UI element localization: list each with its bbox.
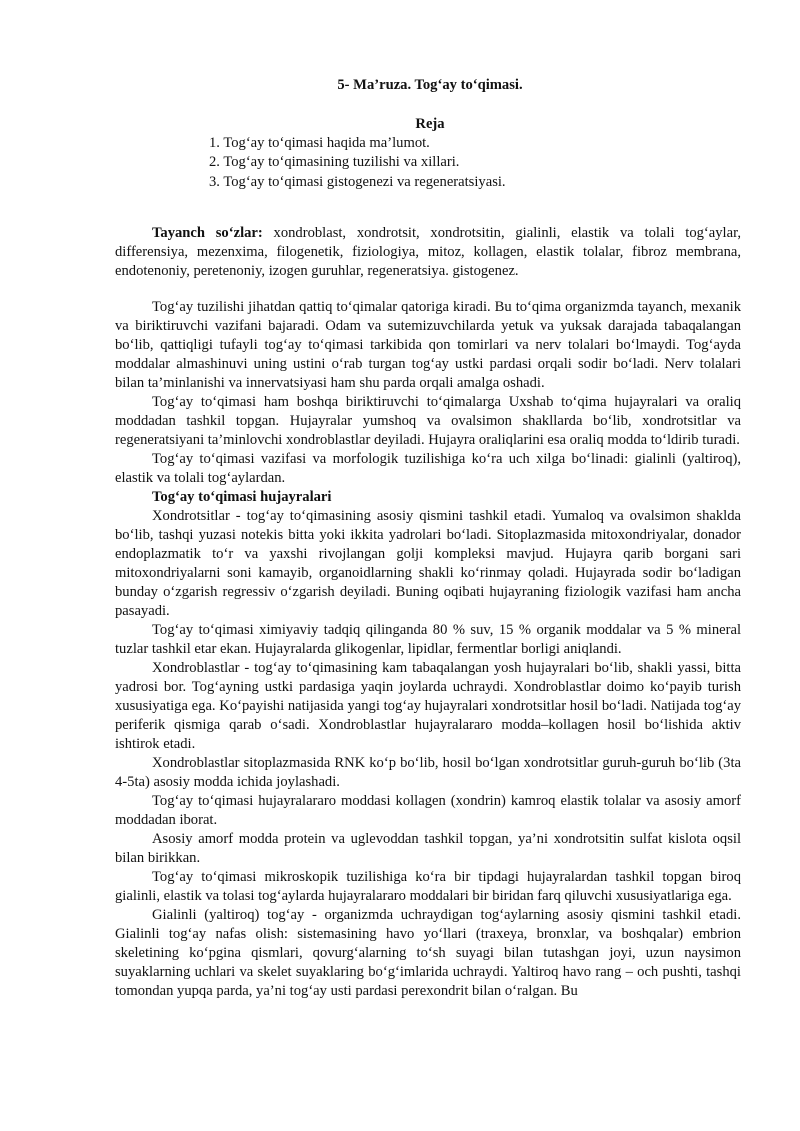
body-paragraph: Tog‘ay to‘qimasi hujayralararo moddasi kollagen (xondrin) kamroq elastik tolalar va asosiy amorf moddadan iborat.: [115, 793, 741, 828]
body-paragraph: Tog‘ay to‘qimasi vazifasi va morfologik tuzilishiga ko‘ra uch xilga bo‘linadi: gialinli (yaltiroq), elastik va tolali tog‘aylardan.: [115, 451, 741, 486]
plan-list: [209, 134, 506, 192]
body-paragraph: Tog‘ay to‘qimasi ham boshqa biriktiruvchi to‘qimalarga Uxshab to‘qima hujayralari va oraliq moddadan tashkil topgan. Hujayralar yumshoq va ovalsimon shakllarda bo‘lib, xondrotsitlar va regeneratsiyani ta’minlovchi xondroblastlar deyiladi. Hujayra oraliqlarini esa oraliq modda to‘ldirib turadi.: [115, 394, 741, 448]
keywords-list: xondroblast, xondrotsit, xondrotsitin, gialinli, elastik va tolali tog‘aylar, differensiya, mezenxima, filogenetik, fiziologiya, mitoz, kollagen, elastik tolalar, fibroz membrana, endotenoniy, peretenoniy, izogen guruhlar, regeneratsiya. gistogenez.: [115, 225, 741, 279]
lecture-body: [115, 224, 741, 1001]
body-paragraph: Xondrotsitlar - tog‘ay to‘qimasining asosiy qismini tashkil etadi. Yumaloq va ovalsimon shaklda bo‘lib, tashqi yuzasi notekis bitta yoki ikkita yadrolari bo‘ladi. Sitoplazmasida mitoxondriyalar, donador endoplazmatik to‘r va yaxshi rivojlangan golji kompleksi mavjud. Hujayra qarib borgani sari mitoxondriyalarni soni kamayib, organoidlarning shakli ko‘rinmay qoladi. Hujayrada sodir bo‘ladigan bunday o‘zgarish regressiv o‘zgarish deyiladi. Buning oqibati hujayraning fiziologik vazifasi ham ancha pasayadi.: [115, 508, 741, 619]
plan-item: 2. Tog‘ay to‘qimasining tuzilishi va xillari.: [209, 154, 460, 171]
plan-item: 1. Tog‘ay to‘qimasi haqida ma’lumot.: [209, 135, 430, 151]
body-paragraph: Tog‘ay to‘qimasi mikroskopik tuzilishiga ko‘ra bir tipdagi hujayralardan tashkil topgan biroq gialinli, elastik va tolasi tog‘aylarda hujayralararo moddalari bir biridan farq qiluvchi xususiyatlariga ega.: [115, 869, 741, 904]
lecture-title: 5- Ma’ruza. Tog‘ay to‘qimasi.: [337, 77, 523, 93]
body-paragraph: Asosiy amorf modda protein va uglevoddan tashkil topgan, ya’ni xondrotsitin sulfat kislota oqsil bilan birikkan.: [115, 831, 741, 866]
keywords-paragraph: [115, 224, 741, 281]
body-paragraph: Xondroblastlar - tog‘ay to‘qimasining kam tabaqalangan yosh hujayralari bo‘lib, shakli yassi, bitta yadrosi bor. Tog‘ayning ustki pardasiga yaqin joylarda uchraydi. Xondroblastlar doimo ko‘payib turish xususiyatiga ega. Ko‘payishi natijasida yangi tog‘ay hujayralari xondrotsitlar hosil bo‘ladi. Natijada tog‘ay periferik qismiga qarab o‘sadi. Xondroblastlar hujayralararo modda–kollagen hosil bo‘lishida aktiv ishtirok etadi.: [115, 660, 741, 752]
section-subheading: Tog‘ay to‘qimasi hujayralari: [152, 489, 332, 505]
body-paragraph: Tog‘ay tuzilishi jihatdan qattiq to‘qimalar qatoriga kiradi. Bu to‘qima organizmda tayanch, mexanik va biriktiruvchi vazifani bajaradi. Odam va sutemizuvchilarda yetuk va yuksak darajada tabaqalangan bo‘lib, qattiqligi tufayli tog‘ay to‘qimasi tarkibida qon tomirlari va nerv tolalari bo‘lmaydi. Tog‘ayda moddalar almashinuvi uning ustini o‘rab turgan tog‘ay ustki pardasi orqali sodir bo‘ladi. Nerv tolalari bilan ta’minlanishi va innervatsiyasi ham shu parda orqali amalga oshadi.: [115, 299, 741, 391]
body-paragraph: Tog‘ay to‘qimasi ximiyaviy tadqiq qilinganda 80 % suv, 15 % organik moddalar va 5 % mineral tuzlar tashkil etar ekan. Hujayralarda glikogenlar, lipidlar, fermentlar borligi aniqlandi.: [115, 622, 741, 657]
plan-item: 3. Tog‘ay to‘qimasi gistogenezi va regeneratsiyasi.: [209, 173, 506, 190]
body-paragraph: Xondroblastlar sitoplazmasida RNK ko‘p bo‘lib, hosil bo‘lgan xondrotsitlar guruh-guruh bo‘lib (3ta 4-5ta) asosiy modda ichida joylashadi.: [115, 755, 741, 790]
plan-heading: Reja: [415, 116, 445, 132]
keywords-label: Tayanch so‘zlar:: [152, 225, 263, 241]
body-paragraph: Gialinli (yaltiroq) tog‘ay - organizmda uchraydigan tog‘aylarning asosiy qismini tashkil etadi. Gialinli tog‘ay nafas olish: sistemasining havo yo‘llari (traxeya, bronxlar, va boshqalar) embrion skeletining ko‘pgina qismlari, qovurg‘alarning to‘sh suyagi bilan tutashgan joyi, uzun naysimon suyaklarning uchlari va skelet suyaklaring bo‘g‘imlarida uchraydi. Yaltiroq havo rang – och pushti, tashqi tomondan yupqa parda, ya’ni tog‘ay usti pardasi perexondrit bilan o‘ralgan. Bu: [115, 907, 741, 999]
